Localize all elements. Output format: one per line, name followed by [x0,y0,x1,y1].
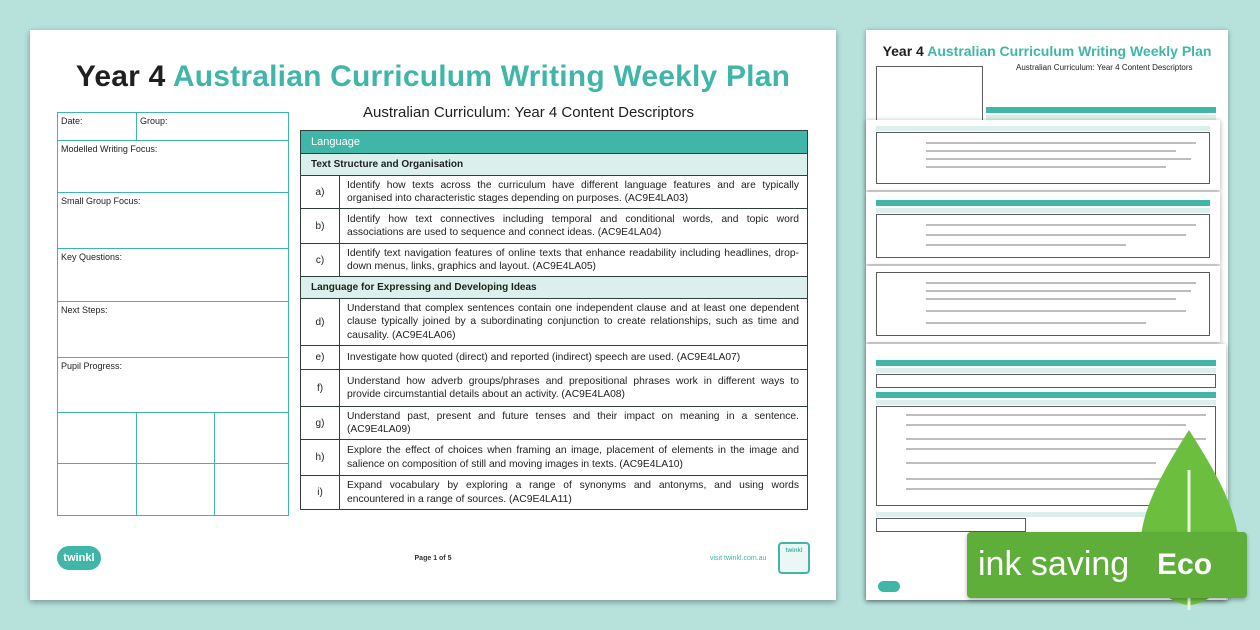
pupil-progress-row [58,358,288,413]
eco-text: ink saving [978,545,1130,583]
grid-line [58,463,288,464]
preview-title-prefix: Year 4 [882,43,924,59]
preview-header-bar [986,107,1216,113]
group-header: Language for Expressing and Developing Ideas [301,277,807,299]
descriptor-row [301,209,807,244]
descriptor-row [301,176,807,209]
page-title [30,60,836,94]
preview-text-line [926,142,1196,144]
preview-table [876,518,1026,532]
group-cell [136,113,171,140]
descriptor-row [301,476,807,509]
group-header: Text Structure and Organisation [301,154,807,176]
descriptor-row [301,407,807,440]
preview-text-line [926,166,1166,168]
twinkl-logo: twinkl [57,546,101,570]
preview-page-2 [866,120,1220,190]
next-steps-label: Next Steps: [61,305,108,315]
preview-subheader-bar [876,208,1210,213]
key-questions-row [58,249,288,302]
row-letter: e) [301,346,340,369]
next-steps-row [58,302,288,358]
preview-text-line [926,150,1176,152]
row-text: Understand how adverb groups/phrases and prepositional phrases work in different ways to provide circumstantial details about an activity. (AC9E4LA08) [347,375,799,400]
preview-logo [878,581,900,592]
descriptor-row [301,440,807,476]
preview-title-main: Australian Curriculum Writing Weekly Plan [927,43,1212,59]
row-text: Identify how texts across the curriculum have different language features and are typically organised into characteristic stages depending on purposes. (AC9E4LA03) [347,179,799,204]
preview-header-bar [876,360,1216,366]
row-letter: c) [301,244,340,276]
title-main: Australian Curriculum Writing Weekly Plan [172,60,791,93]
key-questions-label: Key Questions: [61,252,123,262]
row-text: Expand vocabulary by exploring a range of synonyms and antonyms, and using words encountered in a range of sources. (AC9E4LA11) [347,480,799,505]
pupil-progress-label: Pupil Progress: [61,361,123,371]
preview-subheader-bar [876,368,1216,373]
descriptor-row [301,346,807,370]
visit-link[interactable]: visit twinkl.com.au [710,555,767,562]
row-letter: a) [301,176,340,208]
preview-subtitle: Australian Curriculum: Year 4 Content Descriptors [1016,63,1193,72]
preview-text-line [926,224,1196,226]
date-group-row [58,113,288,141]
preview-page-3 [866,192,1220,264]
row-text: Investigate how quoted (direct) and reported (indirect) speech are used. (AC9E4LA07) [347,351,741,363]
preview-text-line [926,244,1126,246]
descriptors-table [300,130,808,510]
progress-grid [58,412,288,515]
preview-text-line [906,462,1156,464]
preview-text-line [926,234,1186,236]
preview-title [866,43,1228,59]
section-header: Language [301,131,807,154]
preview-text-line [906,414,1206,416]
row-text: Understand past, present and future tenses and their impact on meaning in a sentence. (AC9E4LA09) [347,410,799,435]
row-text: Identify text navigation features of online texts that enhance readability including headlines, drop-down menus, links, graphics and layout. (AC9E4LA05) [347,247,799,272]
row-text: Understand that complex sentences contain one independent clause and at least one dependent clause typically joined by a subordinating conjunction to create relationships, such as time and causality. (AC9E4LA06) [347,302,799,341]
preview-text-line [926,322,1146,324]
main-plan-page [30,30,836,600]
descriptor-row [301,370,807,407]
preview-header-bar [876,392,1216,398]
group-label: Group: [140,116,168,126]
preview-table [876,374,1216,388]
preview-header-bar [876,200,1210,206]
preview-text-line [926,298,1176,300]
title-prefix: Year 4 [75,60,166,93]
preview-subheader-bar [876,400,1216,405]
descriptor-row [301,244,807,277]
row-letter: f) [301,370,340,406]
small-group-row [58,193,288,249]
date-label: Date: [61,116,83,126]
planning-table [57,112,289,516]
page-number: Page 1 of 5 [414,555,452,562]
content-descriptors-title: Australian Curriculum: Year 4 Content Descriptors [363,104,694,121]
preview-table [876,214,1210,258]
modelled-focus-label: Modelled Writing Focus: [61,144,158,154]
preview-page-4 [866,266,1220,342]
preview-text-line [926,290,1191,292]
preview-text-line [926,310,1186,312]
row-text: Identify how text connectives including temporal and conditional words, and topic word associations are used to sequence and connect ideas. (AC9E4LA04) [347,213,799,238]
row-letter: g) [301,407,340,439]
eco-label: Eco [1157,548,1213,581]
small-group-label: Small Group Focus: [61,196,141,206]
descriptor-row [301,299,807,346]
preview-text-line [906,424,1186,426]
row-letter: i) [301,476,340,509]
preview-text-line [926,158,1191,160]
preview-subheader-bar [876,126,1210,131]
preview-text-line [926,282,1196,284]
row-letter: d) [301,299,340,345]
row-letter: b) [301,209,340,243]
modelled-focus-row [58,141,288,193]
row-letter: h) [301,440,340,475]
preview-text-line [906,488,1176,490]
row-text: Explore the effect of choices when framing an image, placement of elements in the image and salience on composition of still and moving images in texts. (AC9E4LA10) [347,445,799,470]
quality-badge: twinkl [778,542,810,574]
preview-table [876,66,983,126]
